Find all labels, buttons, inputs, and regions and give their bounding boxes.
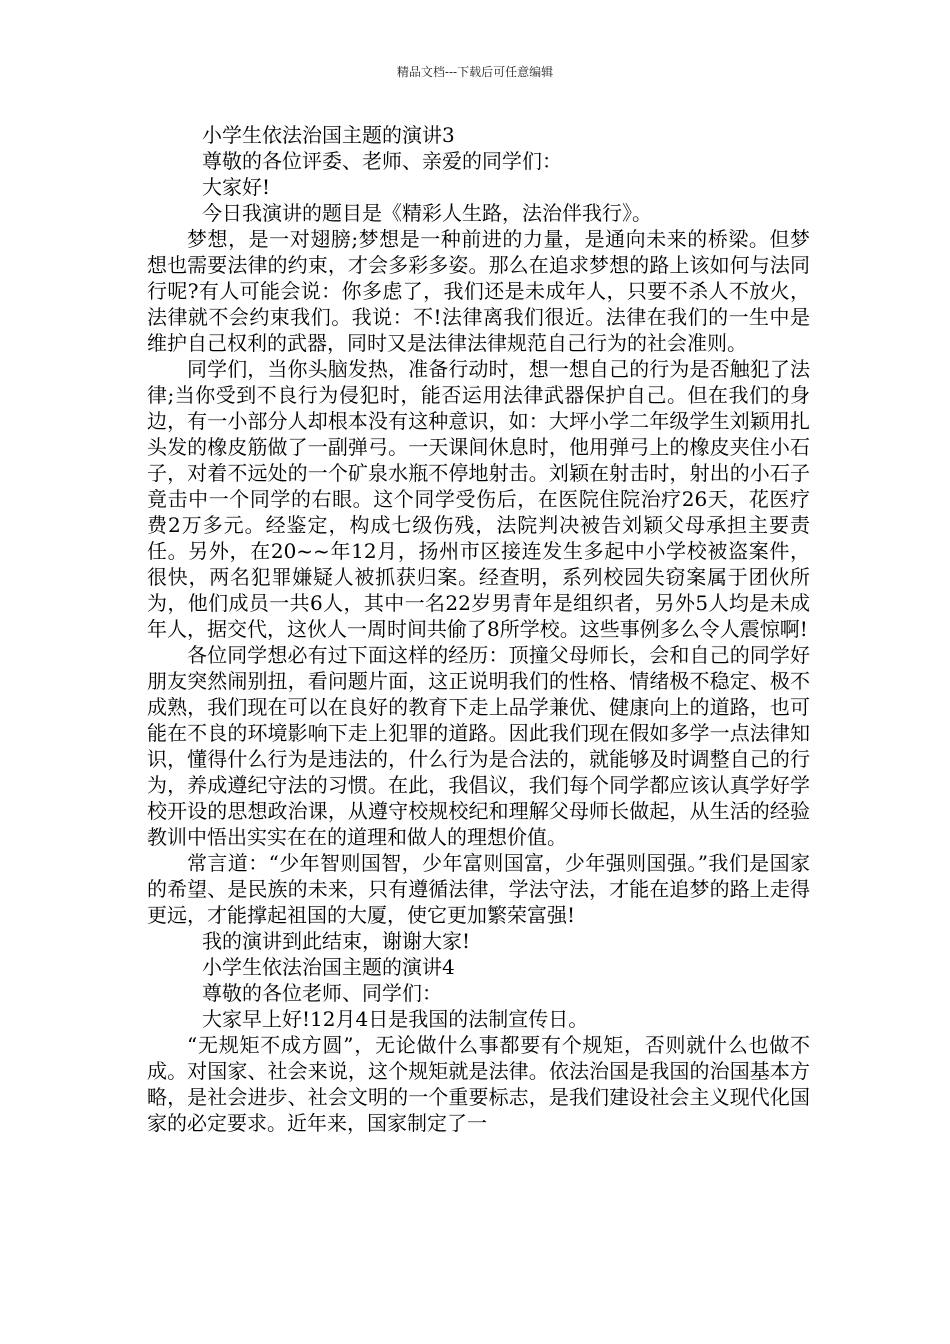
speech-title: 小学生依法治国主题的演讲3 <box>202 123 455 147</box>
page-header: 精品文档---下载后可任意编辑 <box>396 65 554 79</box>
salutation: 尊敬的各位评委、老师、亲爱的同学们： <box>202 149 562 173</box>
document-body <box>147 122 810 1136</box>
body-paragraph: 梦想，是一对翅膀;梦想是一种前进的力量，是通向未来的桥梁。但梦想也需要法律的约束，才会多彩多姿。那么在追求梦想的路上该如何与法同行呢?有人可能会说：你多虑了，我们还是未成年人，只要不杀人不放火，法律就不会约束我们。我说：不!法律离我们很近。法律在我们的一生中是维护自己权利的武器，同时又是法律法律规范自己行为的社会准则。 <box>147 227 810 355</box>
salutation: 尊敬的各位老师、同学们： <box>202 981 442 1005</box>
body-paragraph: 各位同学想必有过下面这样的经历：顶撞父母师长，会和自己的同学好朋友突然闹别扭，看问题片面，这正说明我们的性格、情绪极不稳定、极不成熟，我们现在可以在良好的教育下走上品学兼优、健康向上的道路，也可能在不良的环境影响下走上犯罪的道路。因此我们现在假如多学一点法律知识，懂得什么行为是违法的，什么行为是合法的，就能够及时调整自己的行为，养成遵纪守法的习惯。在此，我倡议，我们每个同学都应该认真学好学校开设的思想政治课，从遵守校规校纪和理解父母师长做起，从生活的经验教训中悟出实实在在的道理和做人的理想价值。 <box>147 643 810 849</box>
body-paragraph: 常言道：“少年智则国智，少年富则国富，少年强则国强。”我们是国家的希望、是民族的未来，只有遵循法律，学法守法，才能在追梦的路上走得更远，才能撑起祖国的大厦，使它更加繁荣富强! <box>147 851 810 927</box>
body-paragraph: 同学们，当你头脑发热，准备行动时，想一想自己的行为是否触犯了法律;当你受到不良行为侵犯时，能否运用法律武器保护自己。但在我们的身边，有一小部分人却根本没有这种意识，如：大坪小学二年级学生刘颖用扎头发的橡皮筋做了一副弹弓。一天课间休息时，他用弹弓上的橡皮夹住小石子，对着不远处的一个矿泉水瓶不停地射击。刘颖在射击时，射出的小石子竟击中一个同学的右眼。这个同学受伤后，在医院住院治疗26天，花医疗费2万多元。经鉴定，构成七级伤残，法院判决被告刘颖父母承担主要责任。另外，在20~~年12月，扬州市区接连发生多起中小学校被盗案件，很快，两名犯罪嫌疑人被抓获归案。经查明，系列校园失窃案属于团伙所为，他们成员一共6人，其中一名22岁男青年是组织者，另外5人均是未成年人，据交代，这伙人一周时间共偷了8所学校。这些事例多么令人震惊啊! <box>147 357 810 641</box>
body-paragraph: “无规矩不成方圆”，无论做什么事都要有个规矩，否则就什么也做不成。对国家、社会来说，这个规矩就是法律。依法治国是我国的治国基本方略，是社会进步、社会文明的一个重要标志，是我们建设社会主义现代化国家的必定要求。近年来，国家制定了一 <box>147 1033 810 1135</box>
speech-title: 小学生依法治国主题的演讲4 <box>202 955 455 979</box>
greeting: 大家好! <box>202 175 271 199</box>
greeting: 大家早上好!12月4日是我国的法制宣传日。 <box>202 1007 589 1031</box>
closing-line: 我的演讲到此结束，谢谢大家! <box>202 929 471 953</box>
topic-line: 今日我演讲的题目是《精彩人生路，法治伴我行》。 <box>202 201 652 225</box>
